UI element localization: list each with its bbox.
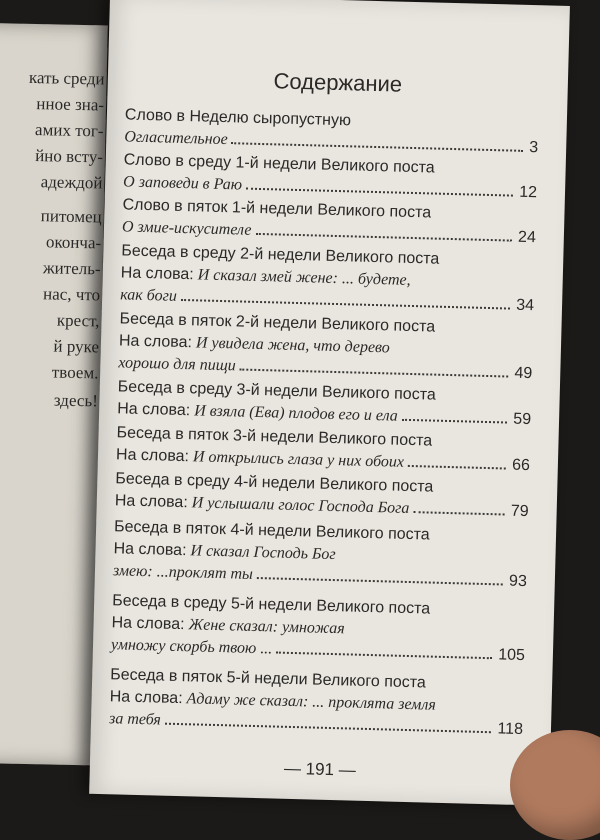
toc-entry-text: О змие-искусителе [121, 218, 252, 239]
toc-entry-lead: На слова: [111, 614, 185, 634]
left-page-line: йно всту- [34, 146, 104, 167]
left-page-line: нас, что [42, 284, 101, 305]
toc-entry [118, 308, 534, 385]
toc-page-number: 12 [519, 183, 538, 202]
toc-entry [122, 194, 537, 249]
toc-entry-text: змею: ...проклят ты [112, 562, 254, 583]
toc-entry-lead: На слова: [109, 688, 183, 708]
toc-page-number: 105 [497, 646, 526, 665]
left-page-line: крест, [56, 310, 100, 331]
dot-leader [246, 188, 513, 197]
toc-entry-title: Беседа в среду 5-й недели Великого поста [111, 592, 431, 618]
page-number: — 191 — [283, 758, 356, 780]
dot-leader [257, 577, 503, 585]
left-page-line: твоем. [51, 362, 99, 383]
toc-entry-text: И взяла (Ева) плодов его и ела [193, 402, 398, 425]
toc-page-number: 66 [511, 456, 531, 475]
toc-entry-lead: На слова: [118, 332, 193, 352]
dot-leader [165, 723, 492, 734]
toc-entry [117, 376, 532, 431]
page-title: Содержание [273, 68, 403, 97]
toc-entry-title: Слово в пяток 1-й недели Великого поста [122, 196, 432, 222]
toc-entry-text: как боги [119, 286, 178, 305]
dot-leader [240, 369, 509, 378]
dot-leader [276, 652, 492, 660]
toc-entry-title: Беседа в среду 3-й недели Великого поста [117, 378, 436, 404]
toc-entry-title: Беседа в пяток 4-й недели Великого поста [113, 518, 430, 544]
toc-entry-title: Слово в среду 1-й недели Великого поста [123, 151, 435, 177]
left-page-line: здесь! [53, 390, 99, 411]
toc-entry-text: И сказал Господь Бог [190, 542, 336, 564]
left-page-line: житель- [42, 258, 101, 279]
left-page-line: й руке [53, 336, 100, 357]
toc-entry-lead: На слова: [113, 540, 187, 560]
toc-entry [111, 590, 527, 667]
dot-leader [408, 465, 506, 470]
toc-entry-text: Жене сказал: умножая [188, 616, 345, 638]
toc-entry-text: умножу скорбь твою ... [110, 636, 273, 658]
dot-leader [413, 511, 505, 515]
toc-entry-title: Слово в Неделю сыропустную [124, 106, 352, 130]
toc-page-number: 24 [517, 228, 537, 247]
toc-entry-lead: На слова: [120, 264, 194, 284]
left-page [0, 23, 108, 766]
toc-entry-text: И услышали голос Господа Бога [191, 494, 410, 517]
left-page-line: амих тог- [34, 120, 104, 141]
toc-entry-text: Огласительное [124, 128, 228, 149]
left-page-line: адеждой [40, 172, 103, 193]
toc-entry-lead: На слова: [115, 446, 190, 466]
toc-entry [113, 516, 529, 593]
toc-entry-title: Беседа в среду 4-й недели Великого поста [115, 470, 434, 496]
toc-entry-lead: На слова: [116, 400, 191, 420]
toc-entry-text: И открылись глаза у них обоих [192, 448, 405, 471]
toc-page-number: 59 [513, 410, 532, 429]
dot-leader [181, 299, 510, 310]
toc-page-number: 93 [508, 572, 528, 591]
left-page-line: кать среди [28, 67, 105, 89]
left-page-line: питомец [40, 206, 102, 227]
toc-page-number: 3 [529, 139, 539, 157]
toc-page-number: 49 [514, 364, 533, 383]
toc-entry [115, 468, 530, 523]
toc-entry-text: за тебя [108, 710, 162, 729]
toc-entry-title: Беседа в среду 2-й недели Великого поста [121, 242, 440, 268]
toc-entry-text: И увидела жена, что дерево [195, 334, 391, 357]
dot-leader [402, 419, 508, 424]
toc-entry [116, 422, 531, 477]
toc-page-number: 118 [497, 720, 524, 739]
toc-page-number: 79 [510, 502, 529, 521]
toc-page [89, 0, 570, 806]
toc-page-number: 34 [516, 296, 535, 315]
left-page-line: нное зна- [36, 94, 105, 115]
toc-entry-text: О заповеди в Раю [122, 173, 243, 194]
dot-leader [255, 233, 512, 242]
toc-entry-text: хорошо для пищи [118, 354, 236, 375]
toc-entry-title: Беседа в пяток 5-й недели Великого поста [110, 666, 427, 692]
left-page-line: оконча- [45, 232, 102, 253]
dot-leader [232, 142, 524, 152]
toc-entry-lead: На слова: [114, 492, 188, 512]
toc-entry [109, 664, 525, 741]
toc-entry-title: Беседа в пяток 2-й недели Великого поста [119, 310, 436, 336]
toc-entry-text: И сказал змей жене: ... будете, [197, 266, 411, 289]
toc-entry-title: Беседа в пяток 3-й недели Великого поста [116, 424, 433, 450]
toc-entry [120, 240, 536, 317]
toc-entry-text: Адаму же сказал: ... проклята земля [186, 690, 437, 714]
